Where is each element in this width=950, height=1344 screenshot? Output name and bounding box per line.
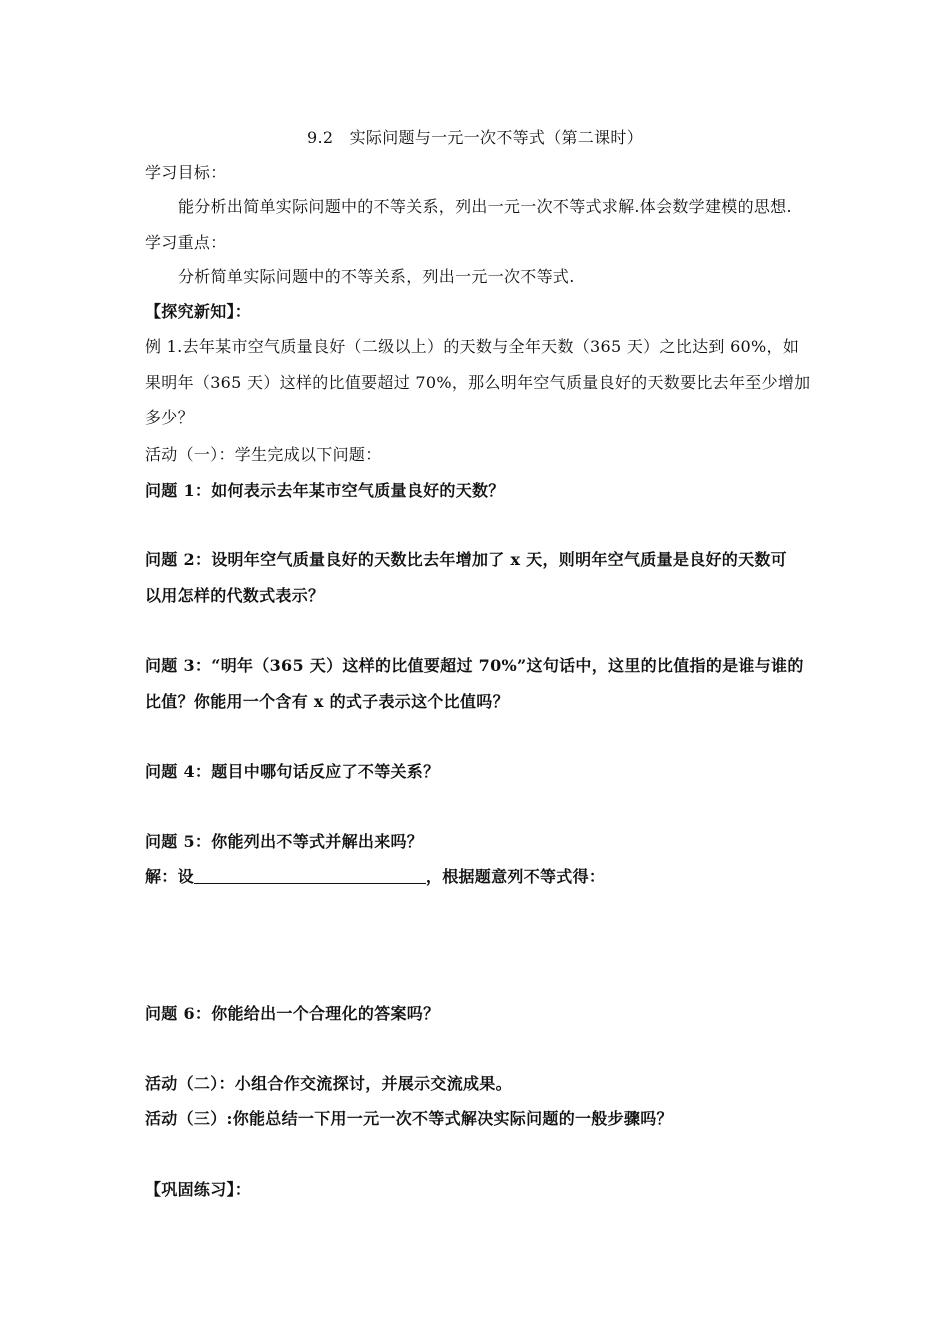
question-5: 问题 5：你能列出不等式并解出来吗？ — [145, 832, 424, 851]
explore-heading: 【探究新知】： — [145, 302, 252, 321]
activity3: 活动（三）:你能总结一下用一元一次不等式解决实际问题的一般步骤吗？ — [145, 1109, 673, 1128]
solution-prefix: 解：设 — [145, 867, 194, 886]
question-4: 问题 4：题目中哪句话反应了不等关系？ — [145, 762, 440, 781]
solution-suffix: ，根据题意列不等式得： — [425, 867, 606, 886]
question-2-line1: 问题 2：设明年空气质量良好的天数比去年增加了 x 天，则明年空气质量是良好的天数可 — [145, 550, 787, 569]
practice-heading: 【巩固练习】： — [145, 1180, 252, 1199]
activity1: 活动（一）：学生完成以下问题： — [145, 445, 382, 464]
question-1: 问题 1：如何表示去年某市空气质量良好的天数？ — [145, 481, 505, 500]
question-2-line2: 以用怎样的代数式表示？ — [145, 586, 325, 605]
example1-line2: 果明年（365 天）这样的比值要超过 70%，那么明年空气质量良好的天数要比去年至少增加 — [145, 373, 811, 392]
question-3-line2: 比值？你能用一个含有 x 的式子表示这个比值吗？ — [145, 692, 509, 711]
goals-heading: 学习目标： — [145, 163, 227, 182]
solution-line — [145, 866, 605, 888]
question-6: 问题 6：你能给出一个合理化的答案吗？ — [145, 1004, 440, 1023]
keypoints-heading: 学习重点： — [145, 233, 227, 252]
activity2: 活动（二）：小组合作交流探讨，并展示交流成果。 — [145, 1074, 512, 1093]
keypoints-text: 分析简单实际问题中的不等关系，列出一元一次不等式. — [178, 267, 575, 286]
question-3-line1: 问题 3：“明年（365 天）这样的比值要超过 70%”这句话中，这里的比值指的是谁与谁的 — [145, 656, 804, 675]
goals-text: 能分析出简单实际问题中的不等关系，列出一元一次不等式求解.体会数学建模的思想. — [178, 197, 792, 216]
page-title: 9.2 实际问题与一元一次不等式（第二课时） — [306, 128, 644, 147]
answer-blank[interactable] — [194, 867, 426, 884]
example1-line1: 例 1.去年某市空气质量良好（二级以上）的天数与全年天数（365 天）之比达到 60%，如 — [145, 337, 800, 356]
example1-line3: 多少？ — [145, 408, 194, 427]
